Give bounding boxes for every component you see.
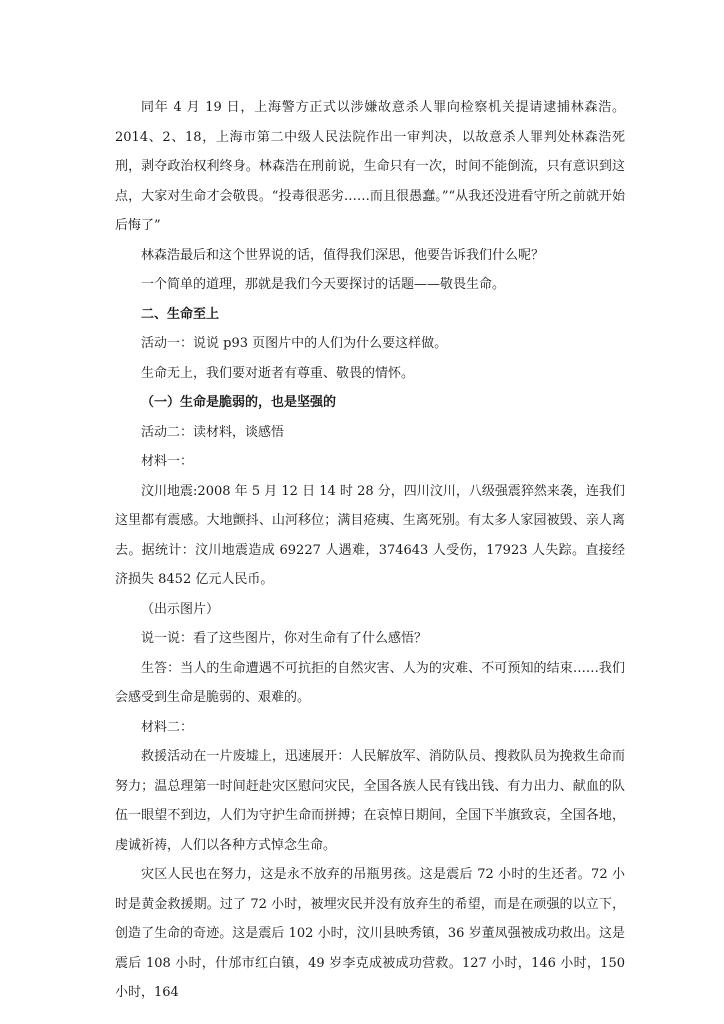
paragraph-survivor-stories: 灾区人民也在努力，这是永不放弃的吊瓶男孩。这是震后 72 小时的生还者。72 小时是黄金救援期。过了 72 小时，被埋灾民并没有放弃生的希望，而是在顽强的以立下，创造了生命的奇迹。这是震后 102 小时，汶川县映秀镇，36 岁董凤强被成功救出。这是震后 108 小时，什邡市红白镇，49 岁李克成被成功营救。127 小时，146 小时，150 小时，164 bbox=[115, 867, 625, 1000]
section-heading-life-first: 二、生命至上 bbox=[141, 306, 220, 322]
paragraph-respect-life: 生命无上，我们要对逝者有尊重、敬畏的情怀。 bbox=[141, 365, 415, 381]
paragraph-activity-one: 活动一：说说 p93 页图片中的人们为什么要这样做。 bbox=[141, 336, 448, 351]
paragraph-topic-intro: 一个简单的道理，那就是我们今天要探讨的话题——敬畏生命。 bbox=[141, 277, 506, 292]
paragraph-last-words: 林森浩最后和这个世界说的话，值得我们深思，他要告诉我们什么呢？ bbox=[141, 247, 545, 263]
paragraph-activity-two: 活动二：读材料，谈感悟 bbox=[141, 424, 285, 440]
paragraph-student-answer: 生答：当人的生命遭遇不可抗拒的自然灾害、人为的灾难、不可预知的结束……我们会感受到生命是脆弱的、艰难的。 bbox=[115, 660, 625, 705]
paragraph-wenchuan-earthquake: 汶川地震:2008 年 5 月 12 日 14 时 28 分，四川汶川，八级强震猝然来袭，连我们这里都有震感。大地颤抖、山河移位；满目疮痍、生离死别。有太多人家园被毁、亲人离去。据统计：汶川地震造成 69227 人遇难，374643 人受伤，17923 人失踪。直接经济损失 8452 亿元人民币。 bbox=[115, 483, 625, 587]
subsection-heading-fragile-strong: （一）生命是脆弱的，也是坚强的 bbox=[141, 395, 337, 410]
paragraph-discussion-prompt: 说一说：看了这些图片，你对生命有了什么感悟？ bbox=[141, 631, 428, 646]
paragraph-material-two-label: 材料二： bbox=[141, 719, 194, 735]
document-body bbox=[115, 93, 625, 1008]
paragraph-show-pictures: （出示图片） bbox=[141, 601, 220, 617]
paragraph-rescue-activities: 救援活动在一片废墟上，迅速展开：人民解放军、消防队员、搜救队员为挽救生命而努力；温总理第一时间赶赴灾区慰问灾民，全国各族人民有钱出钱、有力出力、献血的队伍一眼望不到边，人们为守护生命而拼搏；在哀悼日期间，全国下半旗致哀，全国各地，虔诚祈祷，人们以各种方式悼念生命。 bbox=[115, 749, 625, 853]
paragraph-lin-senhao-verdict: 同年 4 月 19 日，上海警方正式以涉嫌故意杀人罪向检察机关提请逮捕林森浩。2014、2、18，上海市第二中级人民法院作出一审判决，以故意杀人罪判处林森浩死刑，剥夺政治权利终身。林森浩在刑前说，生命只有一次，时间不能倒流，只有意识到这点，大家对生命才会敬畏。“投毒很恶劣……而且很愚蠢。”“从我还没进看守所之前就开始后悔了” bbox=[115, 100, 625, 233]
paragraph-material-one-label: 材料一： bbox=[141, 454, 194, 469]
